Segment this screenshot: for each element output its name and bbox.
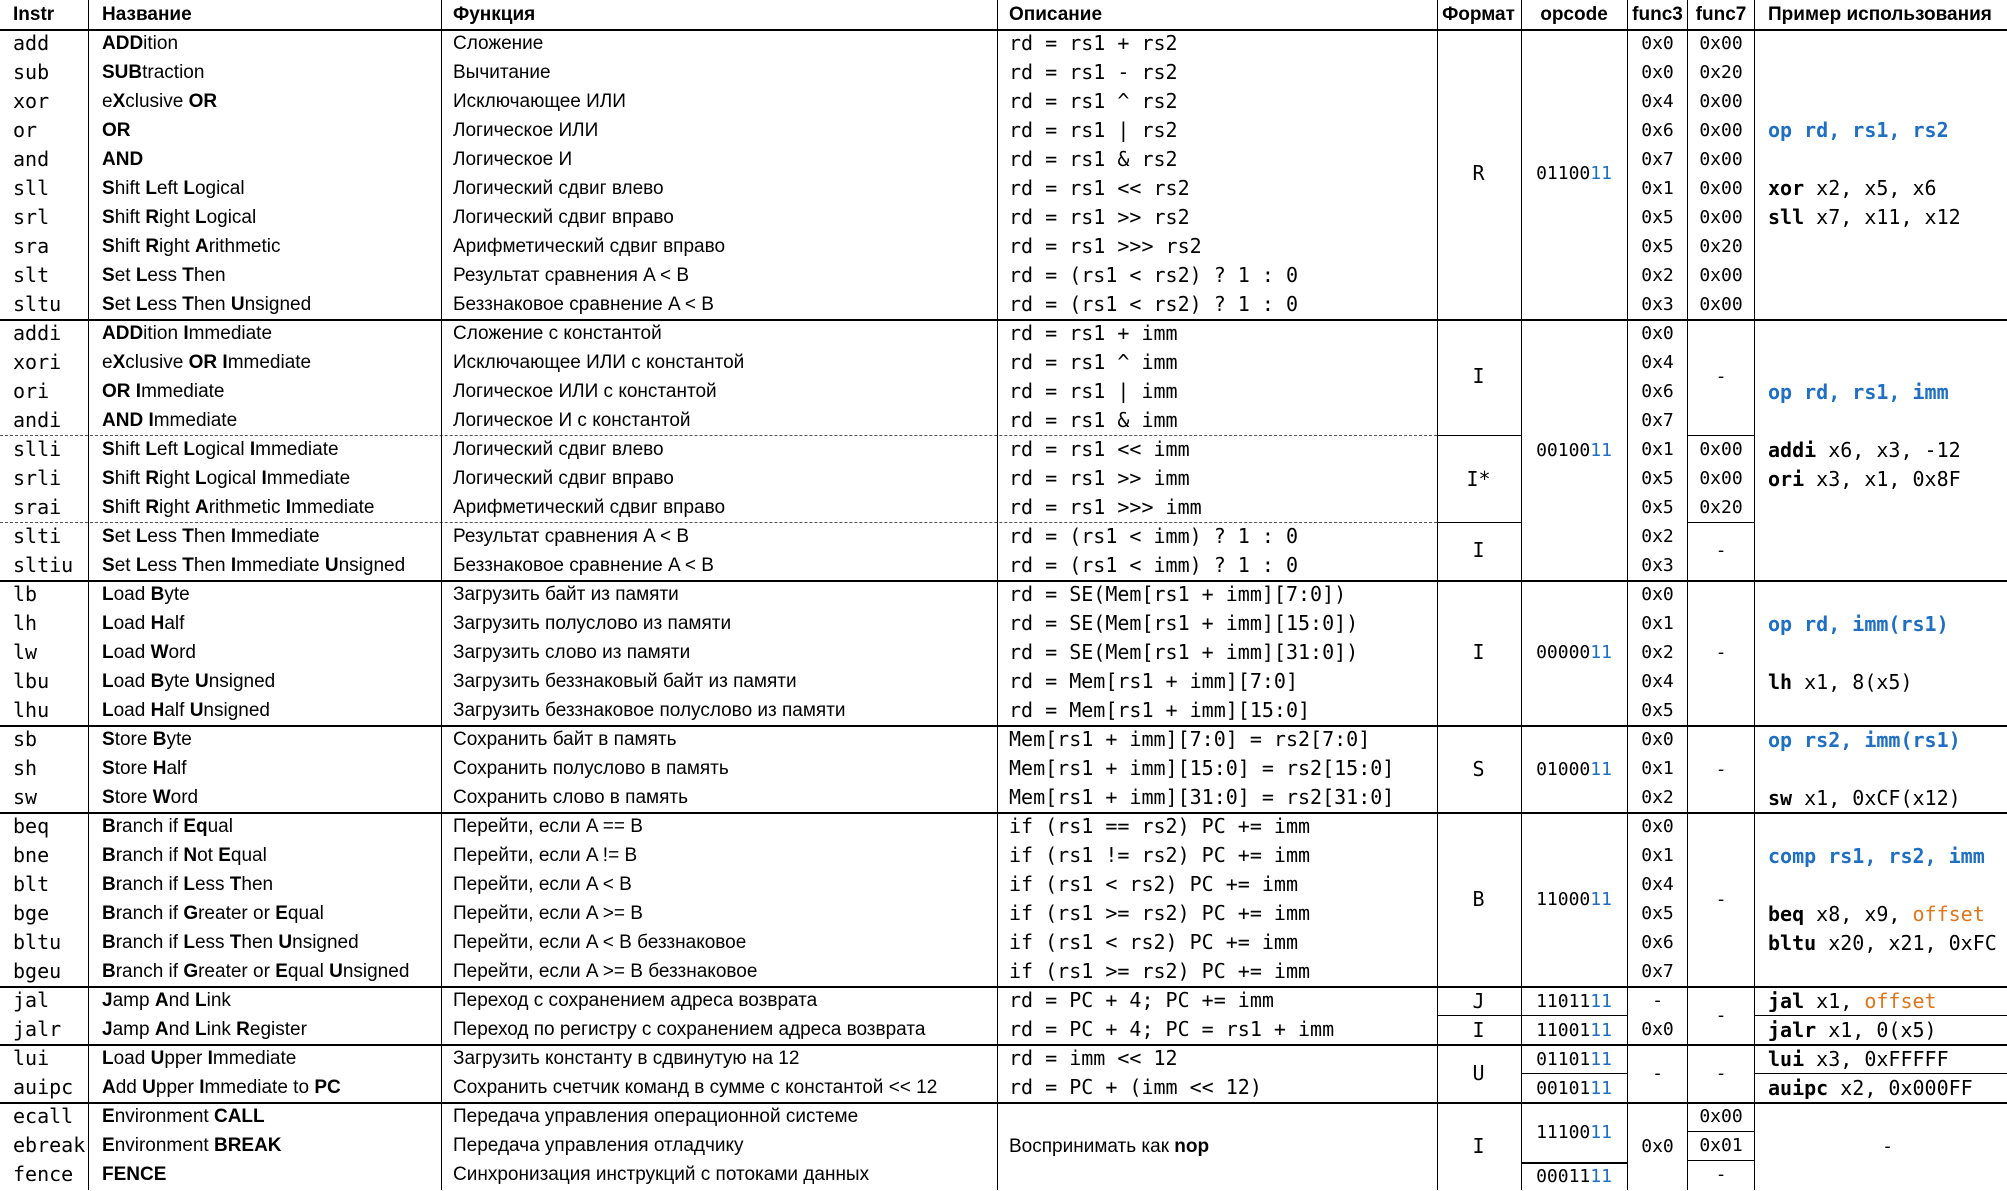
function-sltiu: Беззнаковое сравнение A < B: [453, 555, 714, 576]
name-sra: Shift Right Arithmetic: [102, 236, 281, 257]
example-branch-syntax: comp rs1, rs2, imm: [1768, 844, 1985, 868]
func7-sra: 0x20: [1699, 236, 1743, 257]
function-lw: Загрузить слово из памяти: [453, 642, 691, 663]
function-auipc: Сохранить счетчик команд в сумме с константой << 12: [453, 1077, 938, 1098]
function-sw: Сохранить слово в память: [453, 787, 688, 808]
opcode-fence: 0001111: [1536, 1166, 1612, 1187]
func7-branch: -: [1715, 889, 1727, 910]
desc-addi: rd = rs1 + imm: [1009, 321, 1178, 345]
grid-line: [441, 0, 442, 1190]
desc-bgeu: if (rs1 >= rs2) PC += imm: [1009, 959, 1311, 983]
func3-lh: 0x1: [1641, 613, 1674, 634]
func7-add: 0x00: [1699, 33, 1743, 54]
grid-line: [1754, 0, 1755, 1190]
desc-lbu: rd = Mem[rs1 + imm][7:0]: [1009, 669, 1298, 693]
function-jalr: Переход по регистру с сохранением адреса возврата: [453, 1019, 926, 1040]
name-bge: Branch if Greater or Equal: [102, 903, 324, 924]
func7-and: 0x00: [1699, 149, 1743, 170]
function-slti: Результат сравнения A < B: [453, 526, 690, 547]
name-slli: Shift Left Logical Immediate: [102, 439, 339, 460]
format-s: S: [1472, 757, 1485, 781]
name-slt: Set Less Then: [102, 265, 226, 286]
name-sltu: Set Less Then Unsigned: [102, 294, 312, 315]
opcode-auipc: 0010111: [1536, 1078, 1612, 1099]
name-bltu: Branch if Less Then Unsigned: [102, 932, 359, 953]
function-slt: Результат сравнения A < B: [453, 265, 690, 286]
func3-ori: 0x6: [1641, 381, 1674, 402]
name-or: OR: [102, 120, 131, 141]
desc-lh: rd = SE(Mem[rs1 + imm][15:0]): [1009, 611, 1359, 635]
example-auipc: auipc x2, 0x000FF: [1768, 1076, 1973, 1100]
desc-srl: rd = rs1 >> rs2: [1009, 205, 1190, 229]
instr-lbu: lbu: [13, 669, 50, 693]
function-sb: Сохранить байт в память: [453, 729, 677, 750]
function-srl: Логический сдвиг вправо: [453, 207, 674, 228]
instr-slli: slli: [13, 437, 62, 461]
func7-i-cmp: -: [1715, 540, 1727, 561]
opcode-load: 0000011: [1536, 642, 1612, 663]
func7-fence: -: [1715, 1164, 1727, 1185]
function-lb: Загрузить байт из памяти: [453, 584, 679, 605]
name-sw: Store Word: [102, 787, 199, 808]
name-jal: Jamp And Link: [102, 990, 231, 1011]
example-branch-2: bltu x20, x21, 0xFC: [1768, 931, 1997, 955]
instr-bgeu: bgeu: [13, 959, 62, 983]
example-jal: jal x1, offset: [1768, 989, 1937, 1013]
desc-jal: rd = PC + 4; PC += imm: [1009, 988, 1274, 1012]
instr-xor: xor: [13, 89, 50, 113]
example-r-1: xor x2, x5, x6: [1768, 176, 1937, 200]
function-sub: Вычитание: [453, 62, 551, 83]
format-i-sys: I: [1472, 1134, 1485, 1158]
grid-line: [997, 0, 998, 1190]
function-xor: Исключающее ИЛИ: [453, 91, 626, 112]
instr-auipc: auipc: [13, 1075, 74, 1099]
desc-beq: if (rs1 == rs2) PC += imm: [1009, 814, 1311, 838]
desc-xor: rd = rs1 ^ rs2: [1009, 89, 1178, 113]
name-lhu: Load Half Unsigned: [102, 700, 270, 721]
func3-slt: 0x2: [1641, 265, 1674, 286]
function-lh: Загрузить полуслово из памяти: [453, 613, 732, 634]
function-fence: Синхронизация инструкций с потоками данных: [453, 1164, 870, 1185]
instr-sh: sh: [13, 756, 38, 780]
func3-sw: 0x2: [1641, 787, 1674, 808]
func3-add: 0x0: [1641, 33, 1674, 54]
name-blt: Branch if Less Then: [102, 874, 274, 895]
desc-bge: if (rs1 >= rs2) PC += imm: [1009, 901, 1311, 925]
func3-bne: 0x1: [1641, 845, 1674, 866]
opcode-i: 0010011: [1536, 440, 1612, 461]
func3-jal: -: [1652, 990, 1663, 1011]
function-bne: Перейти, если A != B: [453, 845, 638, 866]
name-jalr: Jamp And Link Register: [102, 1019, 307, 1040]
func3-srai: 0x5: [1641, 497, 1674, 518]
opcode-env: 1110011: [1536, 1122, 1612, 1143]
instr-blt: blt: [13, 872, 50, 896]
desc-auipc: rd = PC + (imm << 12): [1009, 1075, 1262, 1099]
function-lbu: Загрузить беззнаковый байт из памяти: [453, 671, 797, 692]
function-bltu: Перейти, если A < B беззнаковое: [453, 932, 747, 953]
desc-lhu: rd = Mem[rs1 + imm][15:0]: [1009, 698, 1311, 722]
func3-sltiu: 0x3: [1641, 555, 1674, 576]
function-ebreak: Передача управления отладчику: [453, 1135, 744, 1156]
example-r-syntax: op rd, rs1, rs2: [1768, 118, 1949, 142]
desc-xori: rd = rs1 ^ imm: [1009, 350, 1178, 374]
format-i-arith: I: [1472, 364, 1485, 388]
name-srai: Shift Right Arithmetic Immediate: [102, 497, 375, 518]
format-i-load: I: [1472, 640, 1485, 664]
func3-lw: 0x2: [1641, 642, 1674, 663]
function-sra: Арифметический сдвиг вправо: [453, 236, 726, 257]
format-u: U: [1472, 1061, 1485, 1085]
name-ebreak: Environment BREAK: [102, 1135, 282, 1156]
opcode-jalr: 1100111: [1536, 1020, 1612, 1041]
desc-srli: rd = rs1 >> imm: [1009, 466, 1190, 490]
func3-sll: 0x1: [1641, 178, 1674, 199]
instr-addi: addi: [13, 321, 62, 345]
example-i-2: ori x3, x1, 0x8F: [1768, 467, 1961, 491]
func3-and: 0x7: [1641, 149, 1674, 170]
function-bgeu: Перейти, если A >= B беззнаковое: [453, 961, 758, 982]
function-and: Логическое И: [453, 149, 573, 170]
function-lhu: Загрузить беззнаковое полуслово из памяти: [453, 700, 846, 721]
name-bgeu: Branch if Greater or Equal Unsigned: [102, 961, 410, 982]
instr-sb: sb: [13, 727, 38, 751]
func7-jump: -: [1715, 1005, 1727, 1026]
instr-ori: ori: [13, 379, 50, 403]
func3-bge: 0x5: [1641, 903, 1674, 924]
example-lui: lui x3, 0xFFFFF: [1768, 1047, 1949, 1071]
desc-or: rd = rs1 | rs2: [1009, 118, 1178, 142]
func7-xor: 0x00: [1699, 91, 1743, 112]
header-function: Функция: [453, 4, 536, 25]
func3-slti: 0x2: [1641, 526, 1674, 547]
instr-srl: srl: [13, 205, 50, 229]
desc-sw: Mem[rs1 + imm][31:0] = rs2[31:0]: [1009, 785, 1395, 809]
function-slli: Логический сдвиг влево: [453, 439, 664, 460]
opcode-r: 0110011: [1536, 163, 1612, 184]
example-jalr: jalr x1, 0(x5): [1768, 1018, 1937, 1042]
header-description: Описание: [1009, 4, 1103, 25]
desc-slti: rd = (rs1 < imm) ? 1 : 0: [1009, 524, 1298, 548]
name-xor: eXclusive OR: [102, 91, 218, 112]
func7-slt: 0x00: [1699, 265, 1743, 286]
func3-lhu: 0x5: [1641, 700, 1674, 721]
func3-xori: 0x4: [1641, 352, 1674, 373]
func7-sll: 0x00: [1699, 178, 1743, 199]
func3-andi: 0x7: [1641, 410, 1674, 431]
desc-sra: rd = rs1 >>> rs2: [1009, 234, 1202, 258]
example-store-1: sw x1, 0xCF(x12): [1768, 786, 1961, 810]
func7-slli: 0x00: [1699, 439, 1743, 460]
func3-sltu: 0x3: [1641, 294, 1674, 315]
example-i-syntax: op rd, rs1, imm: [1768, 380, 1949, 404]
function-sltu: Беззнаковое сравнение A < B: [453, 294, 714, 315]
name-beq: Branch if Equal: [102, 816, 233, 837]
func7-ecall: 0x00: [1699, 1106, 1743, 1127]
func7-srli: 0x00: [1699, 468, 1743, 489]
grid-line: [88, 0, 89, 1190]
name-srl: Shift Right Logical: [102, 207, 257, 228]
function-ori: Логическое ИЛИ с константой: [453, 381, 717, 402]
grid-line: [0, 580, 2007, 582]
name-sb: Store Byte: [102, 729, 192, 750]
name-ori: OR Immediate: [102, 381, 225, 402]
function-xori: Исключающее ИЛИ с константой: [453, 352, 745, 373]
instr-lh: lh: [13, 611, 38, 635]
name-ecall: Environment CALL: [102, 1106, 265, 1127]
func3-lb: 0x0: [1641, 584, 1674, 605]
function-sh: Сохранить полуслово в память: [453, 758, 729, 779]
func3-sra: 0x5: [1641, 236, 1674, 257]
format-j: J: [1472, 989, 1485, 1013]
instr-jal: jal: [13, 988, 50, 1012]
desc-sb: Mem[rs1 + imm][7:0] = rs2[7:0]: [1009, 727, 1371, 751]
header-opcode: opcode: [1540, 4, 1608, 25]
grid-line: [0, 1044, 2007, 1046]
name-and: AND: [102, 149, 144, 170]
func3-slli: 0x1: [1641, 439, 1674, 460]
desc-add: rd = rs1 + rs2: [1009, 31, 1178, 55]
format-i-star: I*: [1466, 467, 1491, 491]
desc-and: rd = rs1 & rs2: [1009, 147, 1178, 171]
format-b: B: [1472, 887, 1485, 911]
example-r-2: sll x7, x11, x12: [1768, 205, 1961, 229]
name-lui: Load Upper Immediate: [102, 1048, 297, 1069]
instr-bltu: bltu: [13, 930, 62, 954]
function-jal: Переход с сохранением адреса возврата: [453, 990, 818, 1011]
name-sltiu: Set Less Then Immediate Unsigned: [102, 555, 406, 576]
example-branch-1: beq x8, x9, offset: [1768, 902, 1985, 926]
header-name: Название: [102, 4, 192, 25]
grid-line: [1437, 435, 1521, 436]
name-lbu: Load Byte Unsigned: [102, 671, 276, 692]
grid-line: [0, 812, 2007, 814]
function-lui: Загрузить константу в сдвинутую на 12: [453, 1048, 800, 1069]
function-or: Логическое ИЛИ: [453, 120, 599, 141]
function-srli: Логический сдвиг вправо: [453, 468, 674, 489]
desc-sltu: rd = (rs1 < rs2) ? 1 : 0: [1009, 292, 1298, 316]
instr-xori: xori: [13, 350, 62, 374]
instr-srai: srai: [13, 495, 62, 519]
instr-slti: slti: [13, 524, 62, 548]
format-i-cmp: I: [1472, 538, 1485, 562]
func3-u: -: [1652, 1063, 1663, 1084]
instr-lui: lui: [13, 1046, 50, 1070]
instr-beq: beq: [13, 814, 50, 838]
desc-sh: Mem[rs1 + imm][15:0] = rs2[15:0]: [1009, 756, 1395, 780]
func3-beq: 0x0: [1641, 816, 1674, 837]
example-load-syntax: op rd, imm(rs1): [1768, 612, 1949, 636]
format-i-jalr: I: [1472, 1018, 1485, 1042]
func3-srl: 0x5: [1641, 207, 1674, 228]
func7-sub: 0x20: [1699, 62, 1743, 83]
instr-srli: srli: [13, 466, 62, 490]
instr-sw: sw: [13, 785, 38, 809]
name-sll: Shift Left Logical: [102, 178, 245, 199]
func7-srai: 0x20: [1699, 497, 1743, 518]
desc-lb: rd = SE(Mem[rs1 + imm][7:0]): [1009, 582, 1347, 606]
instr-add: add: [13, 31, 50, 55]
function-beq: Перейти, если A == B: [453, 816, 643, 837]
instr-lw: lw: [13, 640, 38, 664]
instr-slt: slt: [13, 263, 50, 287]
header-example: Пример использования: [1768, 4, 1992, 25]
func7-ebreak: 0x01: [1699, 1135, 1743, 1156]
instr-bne: bne: [13, 843, 50, 867]
name-andi: AND Immediate: [102, 410, 238, 431]
func7-store: -: [1715, 759, 1727, 780]
desc-sub: rd = rs1 - rs2: [1009, 60, 1178, 84]
header-func3: func3: [1632, 4, 1683, 25]
opcode-jal: 1101111: [1536, 991, 1612, 1012]
grid-line: [0, 725, 2007, 727]
instr-jalr: jalr: [13, 1017, 62, 1041]
func3-sb: 0x0: [1641, 729, 1674, 750]
func3-bltu: 0x6: [1641, 932, 1674, 953]
instr-fence: fence: [13, 1162, 74, 1186]
desc-slli: rd = rs1 << imm: [1009, 437, 1190, 461]
desc-ori: rd = rs1 | imm: [1009, 379, 1178, 403]
header-func7: func7: [1695, 4, 1747, 25]
instr-sub: sub: [13, 60, 50, 84]
function-bge: Перейти, если A >= B: [453, 903, 643, 924]
function-addi: Сложение с константой: [453, 323, 662, 344]
desc-bne: if (rs1 != rs2) PC += imm: [1009, 843, 1311, 867]
name-lb: Load Byte: [102, 584, 190, 605]
name-slti: Set Less Then Immediate: [102, 526, 320, 547]
name-sub: SUBtraction: [102, 62, 205, 83]
func7-sltu: 0x00: [1699, 294, 1743, 315]
func7-i-arith: -: [1715, 366, 1727, 387]
instr-ecall: ecall: [13, 1104, 74, 1128]
grid-line: [0, 986, 2007, 988]
name-bne: Branch if Not Equal: [102, 845, 267, 866]
function-srai: Арифметический сдвиг вправо: [453, 497, 726, 518]
name-lh: Load Half: [102, 613, 185, 634]
instr-or: or: [13, 118, 38, 142]
format-r: R: [1472, 161, 1485, 185]
func3-srli: 0x5: [1641, 468, 1674, 489]
name-sh: Store Half: [102, 758, 187, 779]
header-format: Формат: [1442, 4, 1515, 25]
desc-sltiu: rd = (rs1 < imm) ? 1 : 0: [1009, 553, 1298, 577]
example-sys: -: [1882, 1136, 1893, 1157]
function-sll: Логический сдвиг влево: [453, 178, 664, 199]
instr-lb: lb: [13, 582, 38, 606]
name-fence: FENCE: [102, 1164, 167, 1185]
opcode-branch: 1100011: [1536, 889, 1612, 910]
func3-blt: 0x4: [1641, 874, 1674, 895]
func3-xor: 0x4: [1641, 91, 1674, 112]
instr-sltu: sltu: [13, 292, 62, 316]
name-auipc: Add Upper Immediate to PC: [102, 1077, 341, 1098]
function-andi: Логическое И с константой: [453, 410, 691, 431]
instr-sra: sra: [13, 234, 50, 258]
grid-line: [0, 319, 2007, 321]
desc-sys: Воспринимать как nop: [1009, 1136, 1210, 1157]
grid-line: [1688, 522, 1754, 523]
func3-sys: 0x0: [1641, 1136, 1674, 1157]
instr-ebreak: ebreak: [13, 1133, 86, 1157]
opcode-lui: 0110111: [1536, 1049, 1612, 1070]
func3-or: 0x6: [1641, 120, 1674, 141]
func7-load: -: [1715, 642, 1727, 663]
instr-lhu: lhu: [13, 698, 50, 722]
name-lw: Load Word: [102, 642, 196, 663]
func3-addi: 0x0: [1641, 323, 1674, 344]
desc-srai: rd = rs1 >>> imm: [1009, 495, 1202, 519]
desc-blt: if (rs1 < rs2) PC += imm: [1009, 872, 1298, 896]
grid-line: [1437, 522, 1521, 523]
func7-srl: 0x00: [1699, 207, 1743, 228]
func3-sh: 0x1: [1641, 758, 1674, 779]
function-blt: Перейти, если A < B: [453, 874, 632, 895]
function-add: Сложение: [453, 33, 544, 54]
instr-sltiu: sltiu: [13, 553, 74, 577]
example-store-syntax: op rs2, imm(rs1): [1768, 728, 1961, 752]
name-srli: Shift Right Logical Immediate: [102, 468, 351, 489]
desc-sll: rd = rs1 << rs2: [1009, 176, 1190, 200]
instr-andi: andi: [13, 408, 62, 432]
desc-lui: rd = imm << 12: [1009, 1046, 1178, 1070]
desc-andi: rd = rs1 & imm: [1009, 408, 1178, 432]
example-load-1: lh x1, 8(x5): [1768, 670, 1913, 694]
function-ecall: Передача управления операционной системе: [453, 1106, 859, 1127]
func7-u: -: [1715, 1063, 1727, 1084]
name-xori: eXclusive OR Immediate: [102, 352, 312, 373]
example-i-1: addi x6, x3, -12: [1768, 438, 1961, 462]
instr-sll: sll: [13, 176, 50, 200]
opcode-store: 0100011: [1536, 759, 1612, 780]
instr-and: and: [13, 147, 50, 171]
func3-sub: 0x0: [1641, 62, 1674, 83]
instr-bge: bge: [13, 901, 50, 925]
name-addi: ADDition Immediate: [102, 323, 273, 344]
desc-slt: rd = (rs1 < rs2) ? 1 : 0: [1009, 263, 1298, 287]
name-add: ADDition: [102, 33, 179, 54]
func3-lbu: 0x4: [1641, 671, 1674, 692]
func3-bgeu: 0x7: [1641, 961, 1674, 982]
func3-jalr: 0x0: [1641, 1019, 1674, 1040]
header-instr: Instr: [13, 4, 55, 25]
desc-bltu: if (rs1 < rs2) PC += imm: [1009, 930, 1298, 954]
desc-jalr: rd = PC + 4; PC = rs1 + imm: [1009, 1017, 1335, 1041]
func7-or: 0x00: [1699, 120, 1743, 141]
desc-lw: rd = SE(Mem[rs1 + imm][31:0]): [1009, 640, 1359, 664]
